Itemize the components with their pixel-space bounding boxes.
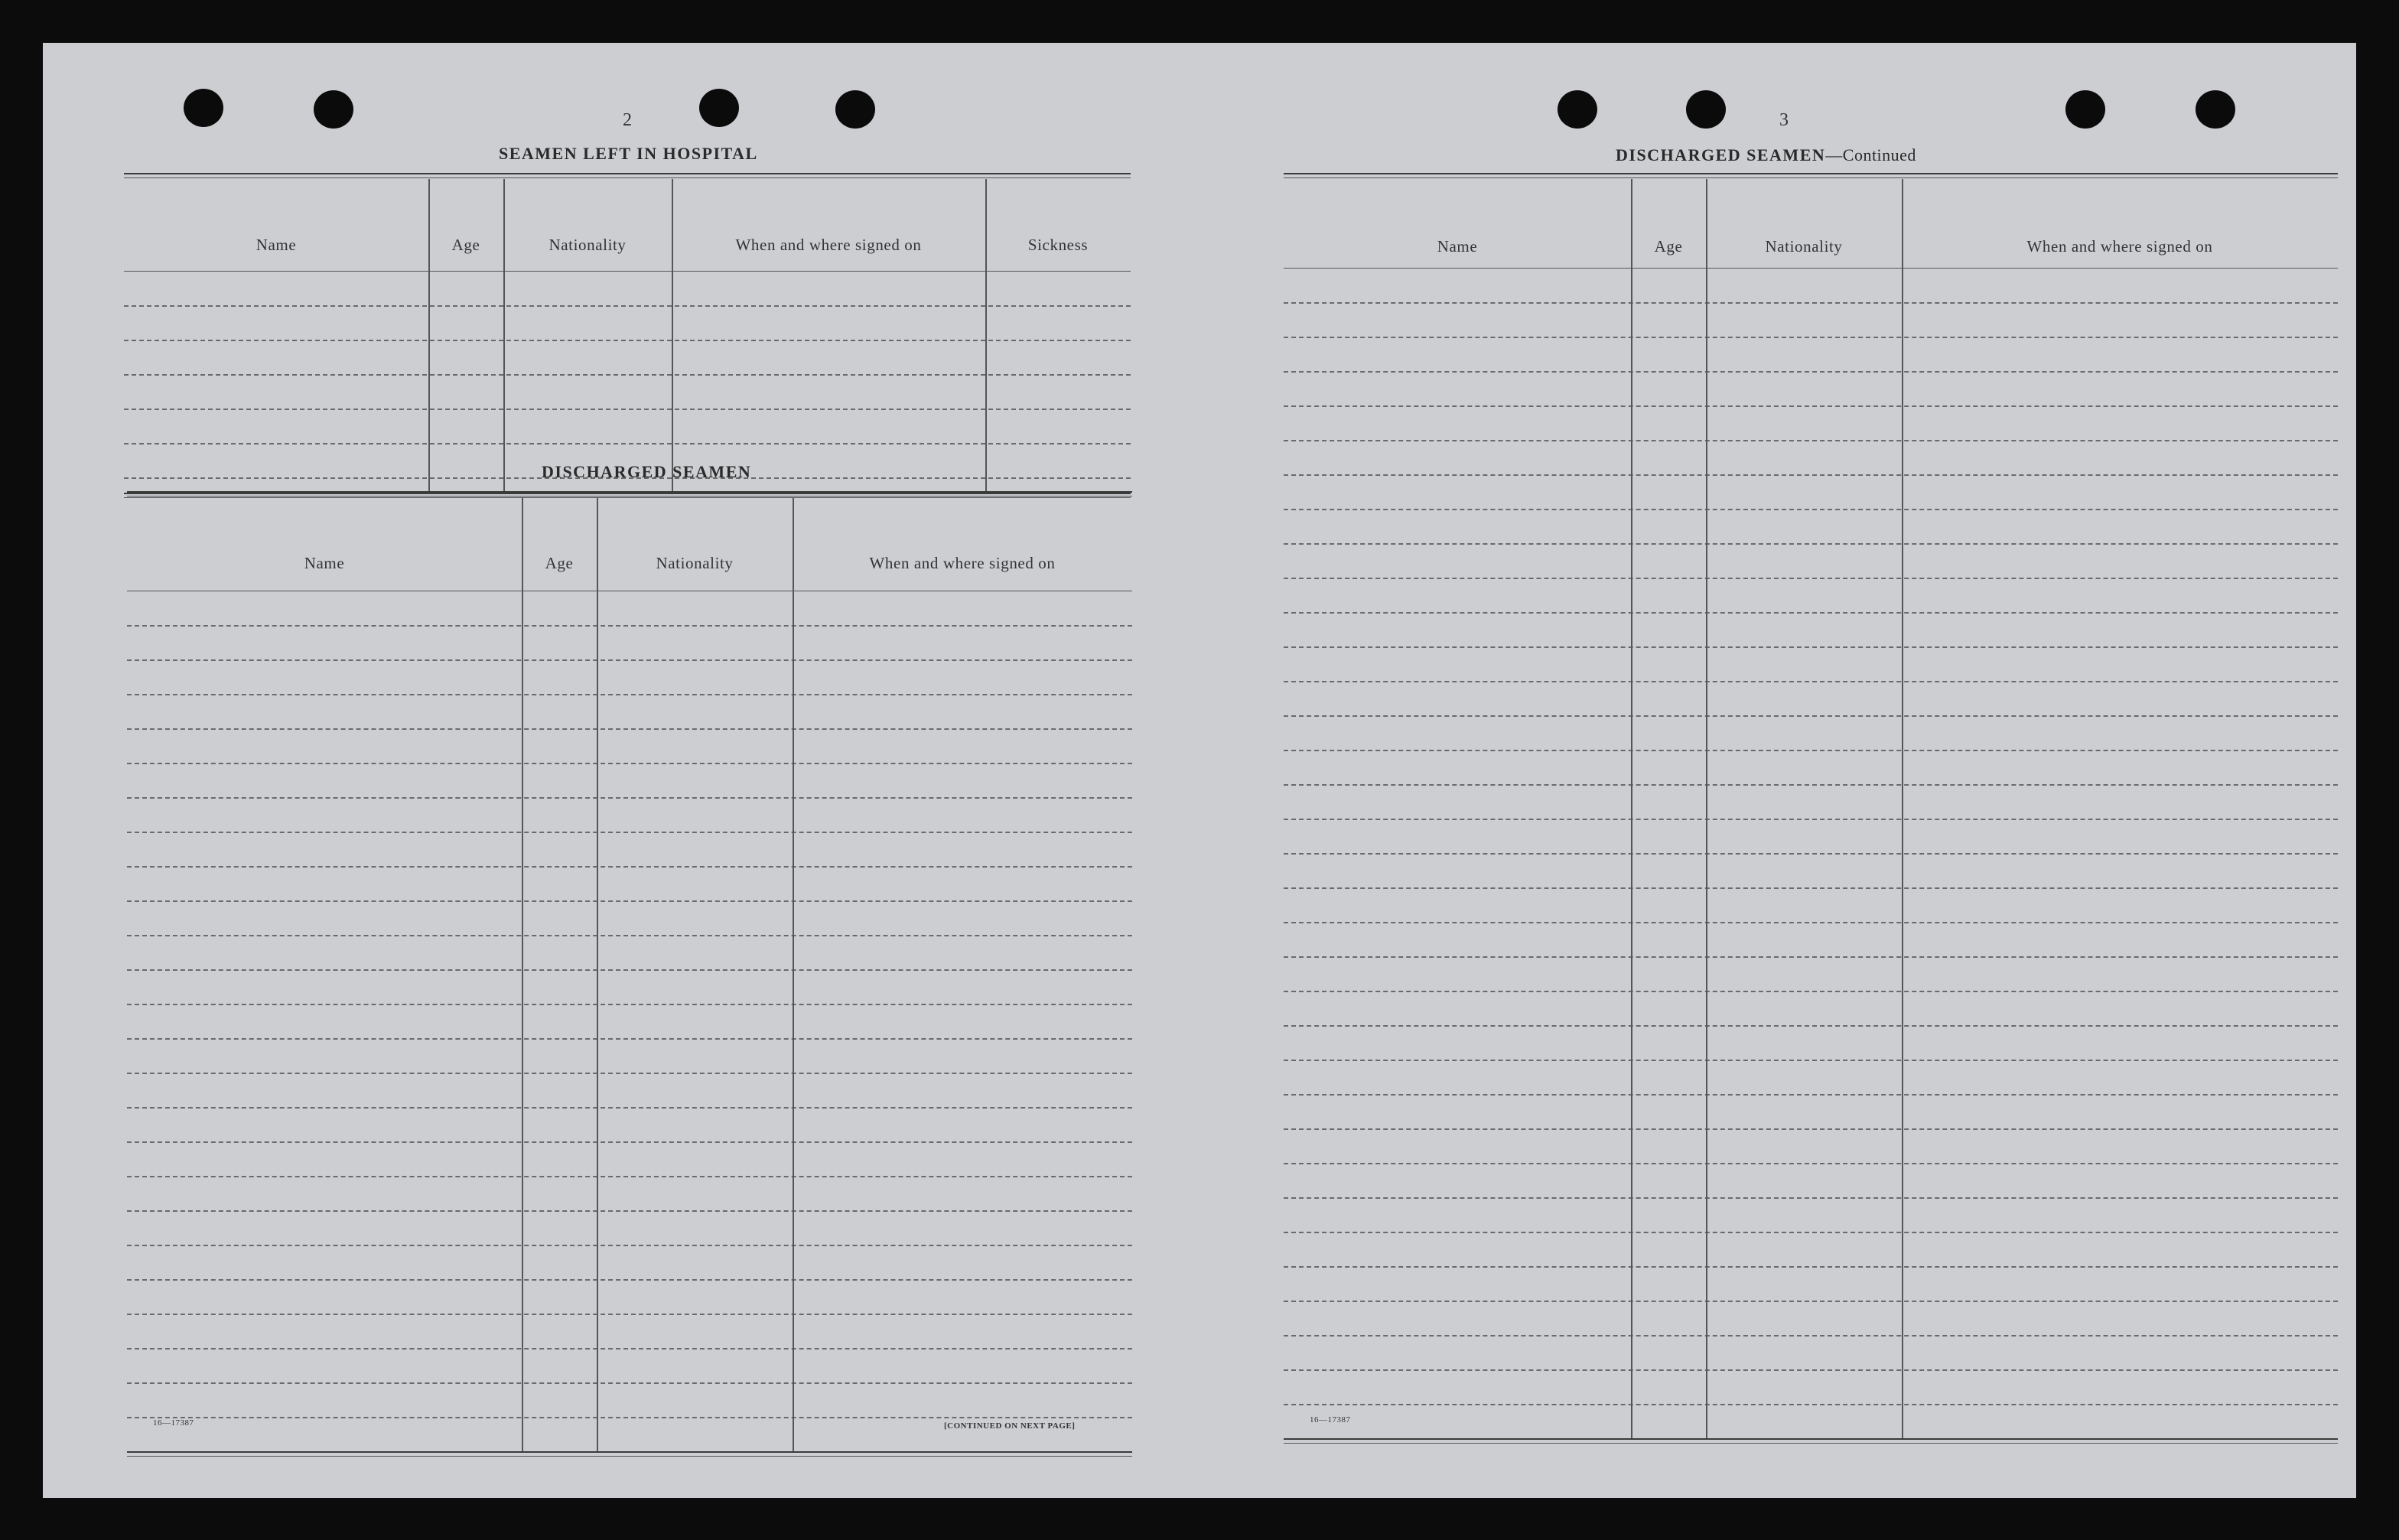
row-line xyxy=(1284,474,2338,476)
top-rule xyxy=(1284,173,2338,174)
row-line xyxy=(127,1141,1132,1143)
row-line xyxy=(127,1176,1132,1177)
top-rule-inner xyxy=(124,177,1131,178)
row-line xyxy=(127,866,1132,868)
discharged-continued-title-suffix: —Continued xyxy=(1825,145,1916,164)
row-line xyxy=(1284,302,2338,304)
row-line xyxy=(1284,1335,2338,1337)
continued-note: [CONTINUED ON NEXT PAGE] xyxy=(944,1421,1076,1431)
top-rule xyxy=(127,491,1132,493)
row-line xyxy=(127,1004,1132,1005)
row-line xyxy=(1284,1094,2338,1096)
bottom-rule-inner xyxy=(127,1456,1132,1457)
row-line xyxy=(1284,646,2338,648)
column-header: Age xyxy=(545,554,574,572)
punch-hole xyxy=(2065,90,2105,129)
left-page-number: 2 xyxy=(623,110,632,130)
punch-hole xyxy=(314,90,353,129)
row-line xyxy=(127,659,1132,661)
row-line xyxy=(127,935,1132,936)
row-line xyxy=(1284,1301,2338,1302)
form-sheet xyxy=(43,43,2356,1498)
discharged-continued-title xyxy=(1616,145,1916,165)
column-divider xyxy=(597,497,598,1451)
row-line xyxy=(1284,337,2338,338)
column-divider xyxy=(1706,179,1707,1438)
row-line xyxy=(124,340,1131,341)
punch-hole xyxy=(2196,90,2235,129)
punch-hole xyxy=(835,90,875,129)
hospital-section-title: SEAMEN LEFT IN HOSPITAL xyxy=(499,144,758,163)
discharged-continued-title-main: DISCHARGED SEAMEN xyxy=(1616,145,1826,164)
hospital-table xyxy=(124,173,1131,487)
column-divider xyxy=(985,179,987,493)
discharged-section-title: DISCHARGED SEAMEN xyxy=(542,462,752,481)
row-line xyxy=(1284,922,2338,923)
row-line xyxy=(1284,991,2338,992)
row-line xyxy=(127,969,1132,971)
row-line xyxy=(127,625,1132,627)
row-line xyxy=(124,409,1131,410)
row-line xyxy=(1284,578,2338,579)
row-line xyxy=(1284,509,2338,510)
row-line xyxy=(1284,1266,2338,1268)
row-line xyxy=(127,1107,1132,1109)
row-line xyxy=(1284,715,2338,717)
bottom-rule xyxy=(127,1451,1132,1453)
top-rule xyxy=(124,173,1131,174)
row-line xyxy=(127,1417,1132,1418)
row-line xyxy=(127,1348,1132,1350)
row-line xyxy=(127,832,1132,833)
row-line xyxy=(127,900,1132,902)
row-line xyxy=(124,305,1131,307)
right-page-number: 3 xyxy=(1779,110,1789,130)
row-line xyxy=(1284,371,2338,373)
row-line xyxy=(127,1314,1132,1315)
column-header: Sickness xyxy=(1027,236,1089,254)
row-line xyxy=(1284,1025,2338,1027)
column-divider xyxy=(672,179,673,493)
row-line xyxy=(1284,543,2338,545)
bottom-rule xyxy=(1284,1438,2338,1440)
header-rule xyxy=(1284,268,2338,269)
column-header: When and where signed on xyxy=(2026,237,2213,256)
column-divider xyxy=(1902,179,1903,1438)
row-line xyxy=(127,797,1132,799)
row-line xyxy=(124,374,1131,376)
column-divider xyxy=(1631,179,1632,1438)
column-divider xyxy=(503,179,505,493)
row-line xyxy=(1284,1060,2338,1061)
column-header: Name xyxy=(1437,237,1478,256)
column-header: Name xyxy=(256,236,297,254)
top-rule-inner xyxy=(1284,177,2338,178)
header-rule xyxy=(124,271,1131,272)
row-line xyxy=(127,1073,1132,1074)
row-line xyxy=(1284,750,2338,751)
row-line xyxy=(1284,1404,2338,1405)
discharged-table-left xyxy=(127,491,1132,1470)
row-line xyxy=(1284,1163,2338,1164)
column-header: Age xyxy=(451,236,480,254)
row-line xyxy=(124,443,1131,444)
column-header: Name xyxy=(304,554,345,572)
row-line xyxy=(1284,1232,2338,1233)
row-line xyxy=(1284,1369,2338,1371)
form-number-right: 16—17387 xyxy=(1310,1415,1351,1424)
bottom-rule-inner xyxy=(1284,1443,2338,1444)
row-line xyxy=(127,1279,1132,1281)
row-line xyxy=(127,728,1132,730)
column-divider xyxy=(428,179,430,493)
row-line xyxy=(1284,1197,2338,1199)
row-line xyxy=(127,1382,1132,1384)
punch-hole xyxy=(699,89,739,127)
column-header: Nationality xyxy=(1765,237,1843,256)
column-header: Nationality xyxy=(656,554,734,572)
row-line xyxy=(1284,681,2338,682)
row-line xyxy=(127,694,1132,695)
row-line xyxy=(1284,784,2338,786)
top-rule-inner xyxy=(127,496,1132,497)
row-line xyxy=(127,763,1132,764)
row-line xyxy=(1284,819,2338,820)
punch-hole xyxy=(184,89,223,127)
row-line xyxy=(127,1245,1132,1246)
punch-hole xyxy=(1558,90,1597,129)
row-line xyxy=(1284,612,2338,614)
column-divider xyxy=(522,497,523,1451)
column-header: When and where signed on xyxy=(869,554,1056,572)
discharged-table-right xyxy=(1284,173,2338,1473)
row-line xyxy=(1284,1128,2338,1130)
column-header: When and where signed on xyxy=(735,236,922,254)
row-line xyxy=(1284,956,2338,958)
row-line xyxy=(127,1038,1132,1040)
punch-hole xyxy=(1686,90,1726,129)
row-line xyxy=(1284,887,2338,889)
form-number-left: 16—17387 xyxy=(153,1418,194,1428)
row-line xyxy=(127,1210,1132,1212)
row-line xyxy=(1284,405,2338,407)
column-header: Age xyxy=(1654,237,1683,256)
row-line xyxy=(1284,440,2338,441)
column-header: Nationality xyxy=(548,236,627,254)
column-divider xyxy=(793,497,794,1451)
row-line xyxy=(1284,853,2338,855)
